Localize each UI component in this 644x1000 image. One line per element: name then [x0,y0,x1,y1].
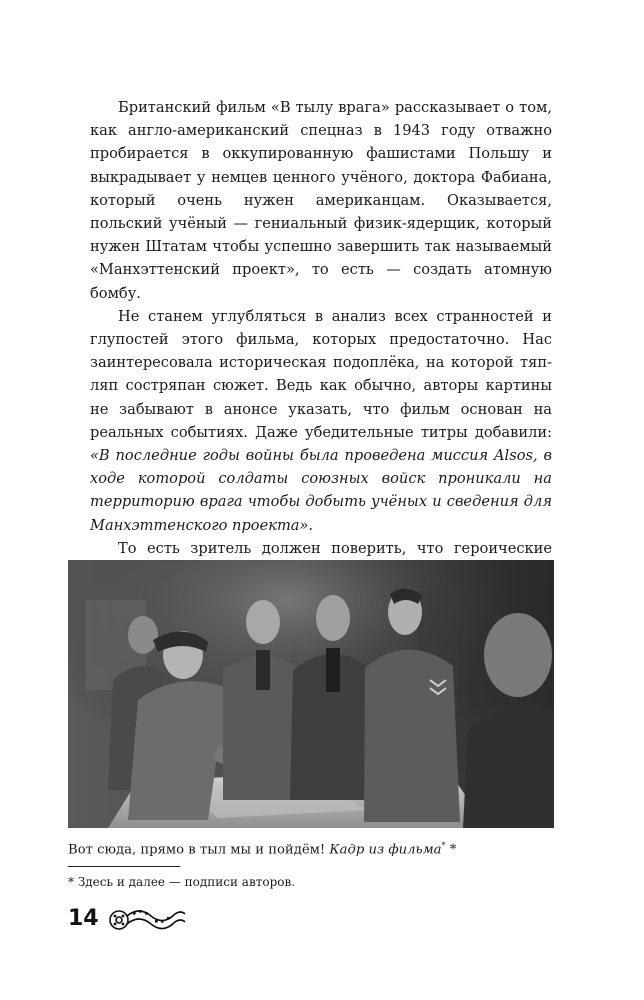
footnote: * Здесь и далее — подписи авторов. [68,875,296,889]
paragraph-1 [90,96,552,305]
folio [68,900,187,936]
paragraph-2-text: Не станем углубляться в анализ всех странностей и глупостей этого фильма, которых предостаточно. Нас заинтересовала историческая подоплёка, на которой тяп-ляп состряпан сюжет. Ведь как обычно, авторы картины не забывают в анонсе указать, что фильм основан на реальных событиях. Даже убедительные титры добавили: [90,307,552,441]
photo-caption [68,837,554,859]
caption-tail: * [445,842,457,858]
caption-text: Вот сюда, прямо в тыл мы и пойдём! [68,842,330,858]
film-still-illustration [68,560,554,828]
footnote-divider [68,866,180,867]
paragraph-1-text: Британский фильм «В тылу врага» рассказывает о том, как англо-американский спецназ в 1943 году отважно пробирается в оккупированную фашистами Польшу и выкрадывает у немцев ценного учёного, доктора Фабиана, который очень нужен американцам. Оказывается, польский учёный — гениальный физик-ядерщик, который нужен Штатам чтобы успешно завершить так называемый «Манхэттенский проект», то есть — создать атомную бомбу. [90,99,552,302]
paragraph-2 [90,305,552,537]
caption-italic: Кадр из фильма [329,842,442,858]
paragraph-2-quote: «В последние годы войны была проведена миссия Alsos, в ходе которой солдаты союзных войск проникали на территорию врага чтобы добыть учёных и сведения для Манхэттенского проекта». [90,447,552,534]
film-reel-icon [107,902,187,934]
page-number: 14 [68,905,99,931]
paragraph-3-text: То есть зритель должен поверить, что героические [118,539,552,557]
caption-footnote-marker: * [441,841,446,850]
film-still-photo [68,560,554,828]
